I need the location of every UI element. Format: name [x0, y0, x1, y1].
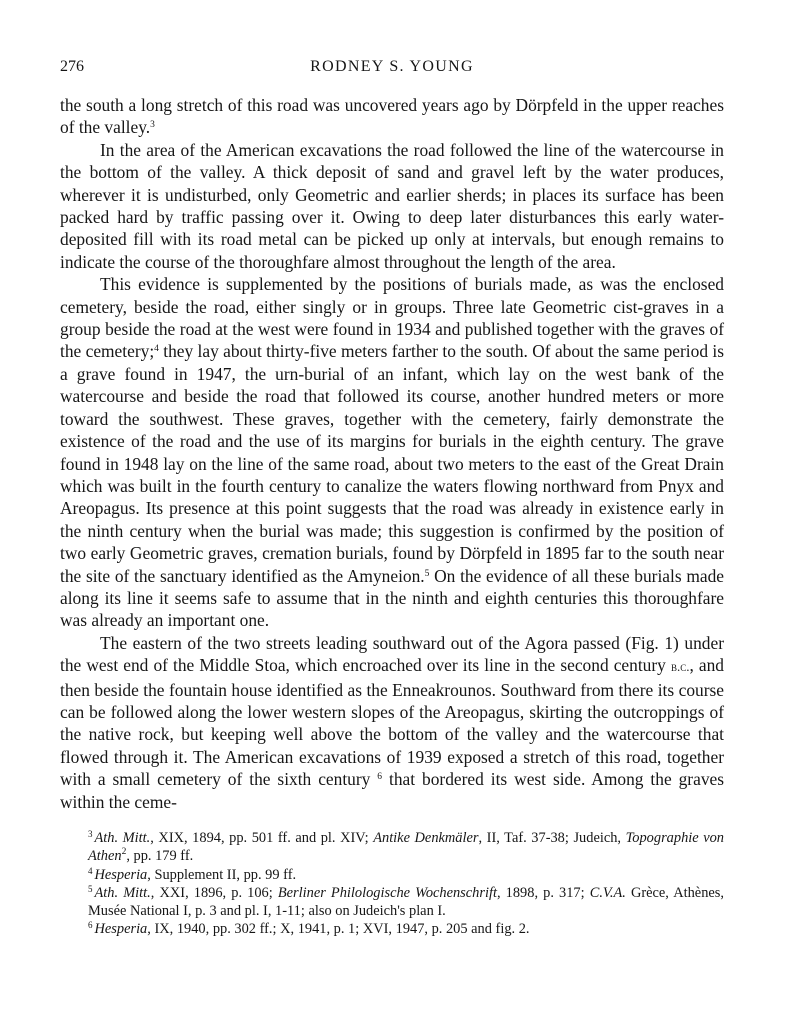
text-run: The eastern of the two streets leading southward out of the Agora passed (Fig. 1) under the west end of the Middle Stoa, which encroached over its line in the second century [60, 632, 724, 676]
running-head: RODNEY S. YOUNG [310, 58, 474, 75]
text-run: Grèce, Athènes, Musée National I, p. 3 and pl. I, 1-11; also on Judeich's plan I. [88, 884, 724, 920]
paragraph [60, 94, 724, 139]
italic-text: Hesperia [94, 921, 148, 938]
footnote [60, 866, 724, 884]
text-run: , Supplement II, pp. 99 ff. [147, 866, 297, 883]
small-caps-text: b.c. [670, 659, 690, 675]
footnote-reference: 2 [121, 847, 127, 858]
paragraph [60, 632, 724, 813]
text-run: the south a long stretch of this road was uncovered years ago by Dörpfeld in the upper reaches of the valley. [60, 95, 724, 138]
italic-text: Ath. Mitt. [94, 884, 151, 901]
text-run: , II, Taf. 37-38; Judeich, [478, 830, 626, 846]
italic-text: Hesperia [94, 866, 148, 883]
italic-text: Antike Denkmäler [373, 830, 479, 846]
footnote-reference: 5 [424, 568, 430, 579]
footnote-mark: 4 [88, 865, 93, 876]
italic-text: Berliner Philologische Wochenschrift [277, 884, 497, 901]
text-run: , 1898, p. 317; [496, 884, 590, 901]
footnote-reference: 4 [154, 344, 159, 355]
page-number: 276 [60, 58, 84, 75]
footnote [60, 920, 724, 938]
text-run: On the evidence of all these burials made along its line it seems safe to assume that in the ninth and eighth centuries this thoroughfare was already an important one. [60, 565, 724, 631]
text-run: that bordered its west side. Among the graves within the ceme- [60, 769, 724, 812]
page-header [60, 58, 724, 82]
text-run: This evidence is supplemented by the positions of burials made, as was the enclosed cemetery, beside the road, either singly or in groups. Three late Geometric cist-graves in a group beside the road at the west were found in 1934 and published together with the graves of the cemetery; [60, 274, 724, 362]
text-run: , XIX, 1894, pp. 501 ff. and pl. XIV; [150, 830, 374, 846]
text-run: , IX, 1940, pp. 302 ff.; X, 1941, p. 1; XVI, 1947, p. 205 and fig. 2. [147, 921, 530, 938]
paragraph [60, 273, 724, 632]
italic-text: Topographie von Athen [88, 830, 725, 865]
italic-text: C.V.A. [589, 884, 626, 901]
footnote-mark: 5 [88, 883, 93, 894]
footnotes [60, 829, 724, 939]
body-text [60, 94, 724, 813]
footnote [60, 884, 724, 921]
text-run: In the area of the American excavations the road followed the line of the watercourse in the bottom of the valley. A thick deposit of sand and gravel left by the water produces, wherever it is undisturbed, only Geometric and earlier sherds; in places its surface has been packed hard by traffic passing over it. Owing to deep later disturbances this early water-deposited fill with its road metal can be picked up only at intervals, but enough remains to indicate the course of the thoroughfare almost throughout the length of the area. [60, 139, 724, 272]
page [60, 58, 724, 939]
footnote-mark: 3 [88, 829, 93, 839]
text-run: , and then beside the fountain house identified as the Enneakrounos. Southward from there its course can be followed along the lower western slopes of the Areopagus, skirting the outcroppings of the native rock, but keeping well above the bottom of the valley and the watercourse that flowed through it. The American excavations of 1939 exposed a stretch of this road, together with a small cemetery of the sixth century [60, 655, 724, 790]
text-run: , XXI, 1896, p. 106; [150, 884, 278, 901]
footnote-reference: 3 [150, 120, 155, 131]
italic-text: Ath. Mitt. [94, 830, 151, 846]
text-run: they lay about thirty-five meters farther to the south. Of about the same period is a grave found in 1947, the urn-burial of an infant, which lay on the west bank of the watercourse and beside the road that followed its course, another hundred meters or more toward the southwest. These graves, together with the cemetery, fairly demonstrate the existence of the road and the use of its margins for burials in the eighth century. The grave found in 1948 lay on the line of the same road, about two meters to the east of the Great Drain which was built in the fourth century to canalize the waters flowing northward from Pnyx and Areopagus. Its presence at this point suggests that the road was already in existence early in the ninth century when the burial was made; this suggestion is confirmed by the position of two early Geometric graves, cremation burials, found by Dörpfeld in 1895 far to the south near the site of the sanctuary identified as the Amyneion. [60, 341, 724, 586]
footnote [60, 829, 724, 866]
paragraph [60, 139, 724, 273]
footnote-mark: 6 [88, 920, 93, 931]
footnote-reference: 6 [377, 772, 383, 783]
text-run: , pp. 179 ff. [126, 848, 194, 865]
